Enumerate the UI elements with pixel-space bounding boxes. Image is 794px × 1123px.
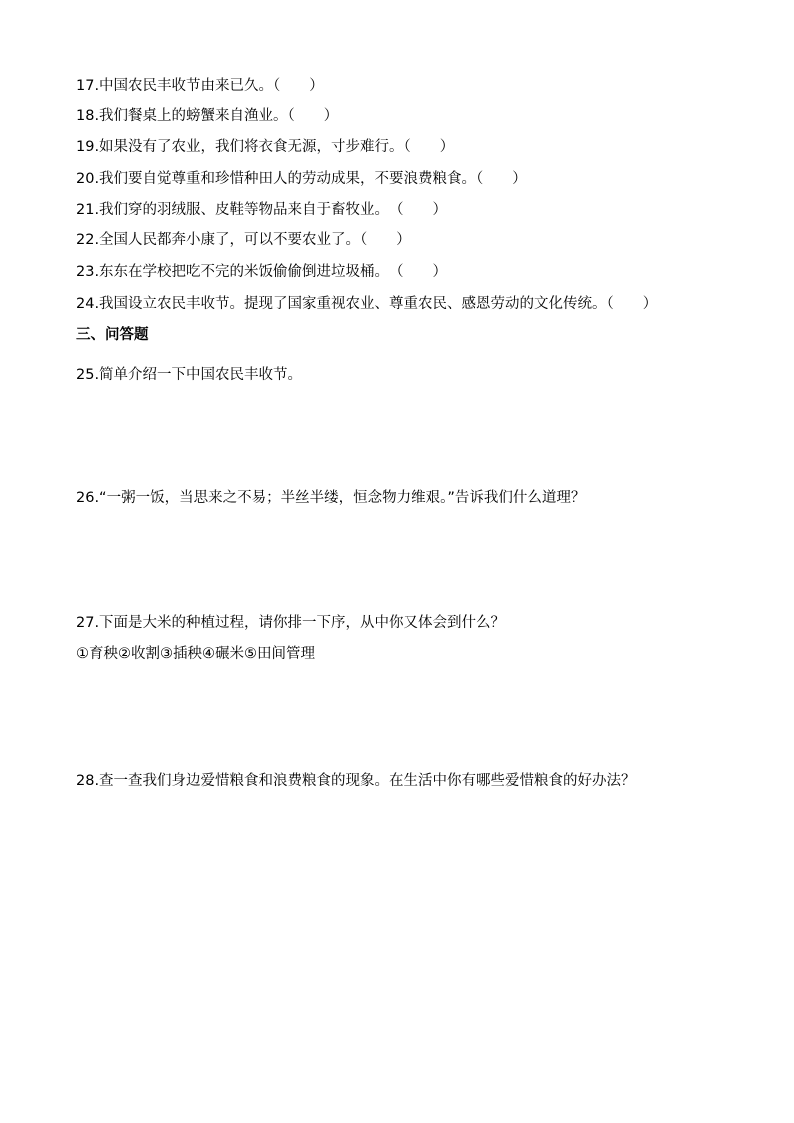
judgment-item-23: 23.东东在学校把吃不完的米饭偷偷倒进垃圾桶。 （ ） [76, 264, 448, 280]
judgment-item-20: 20.我们要自觉尊重和珍惜种田人的劳动成果，不要浪费粮食。（ ） [76, 171, 527, 187]
judgment-item-18: 18.我们餐桌上的螃蟹来自渔业。（ ） [76, 108, 339, 124]
question-27: 27.下面是大米的种植过程，请你排一下序，从中你又体会到什么？ [76, 615, 506, 631]
judgment-item-17: 17.中国农民丰收节由来已久。（ ） [76, 78, 324, 94]
question-25: 25.简单介绍一下中国农民丰收节。 [76, 367, 303, 383]
question-28: 28.查一查我们身边爱惜粮食和浪费粮食的现象。在生活中你有哪些爱惜粮食的好办法？ [76, 773, 636, 789]
question-27-options: ①育秧②收割③插秧④碾米⑤田间管理 [76, 646, 315, 662]
judgment-item-24: 24.我国设立农民丰收节。提现了国家重视农业、尊重农民、感恩劳动的文化传统。（ ） [76, 296, 658, 312]
judgment-item-19: 19.如果没有了农业，我们将衣食无源，寸步难行。（ ） [76, 139, 455, 155]
section-title-qa: 三、问答题 [76, 327, 149, 343]
question-26: 26.“一粥一饭，当思来之不易；半丝半缕，恒念物力维艰。”告诉我们什么道理？ [76, 490, 586, 506]
judgment-item-21: 21.我们穿的羽绒服、皮鞋等物品来自于畜牧业。 （ ） [76, 202, 448, 218]
judgment-item-22: 22.全国人民都奔小康了，可以不要农业了。（ ） [76, 232, 411, 248]
